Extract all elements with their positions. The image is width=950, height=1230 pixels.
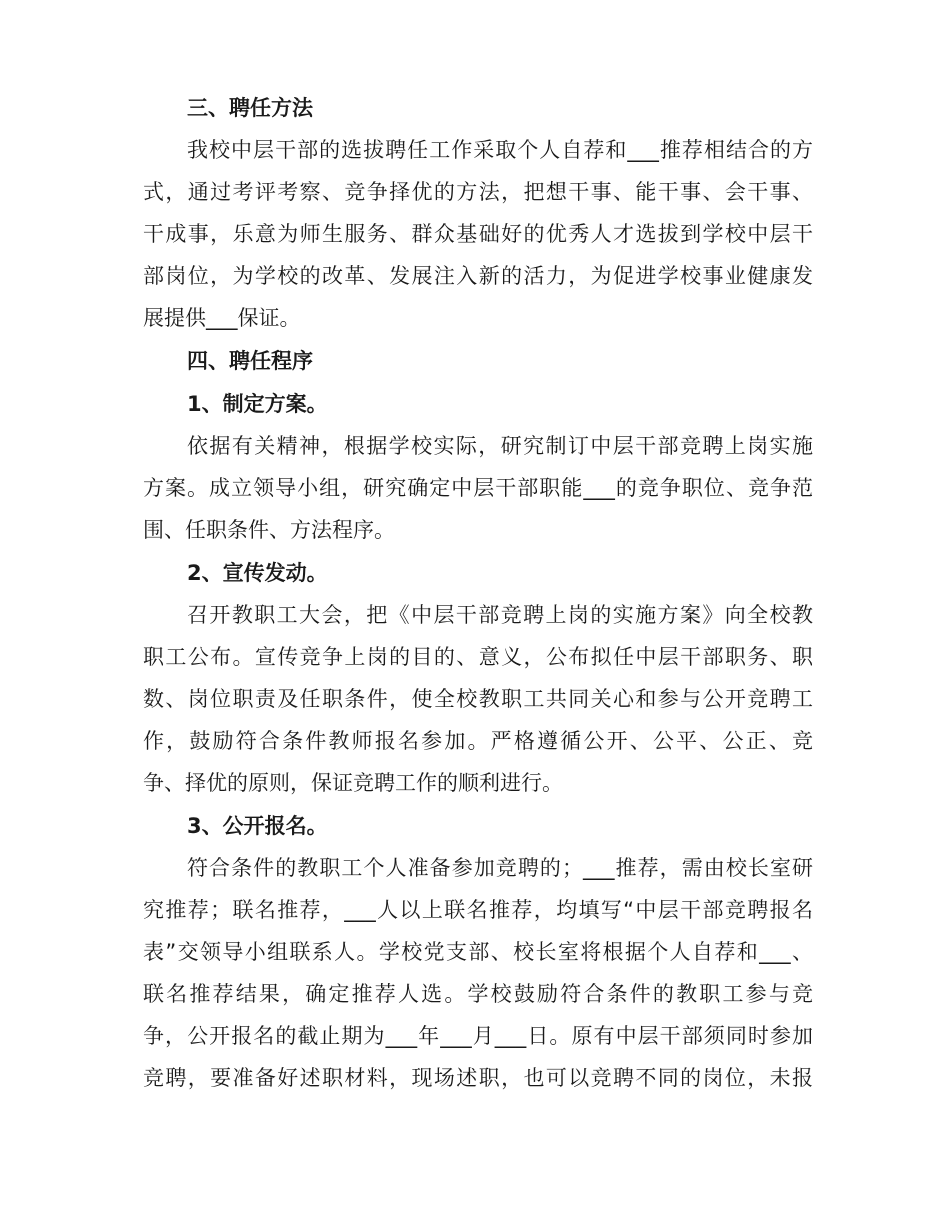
paragraph-line: 究推荐；联名推荐，___人以上联名推荐，均填写“中层干部竞聘报名 [143, 898, 813, 922]
paragraph-line: 表”交领导小组联系人。学校党支部、校长室将根据个人自荐和___、 [143, 940, 813, 964]
paragraph-line: 争，公开报名的截止期为___年___月___日。原有中层干部须同时参加 [143, 1024, 813, 1048]
paragraph-line: 职工公布。宣传竞争上岗的目的、意义，公布拟任中层干部职务、职 [143, 645, 813, 669]
paragraph-line: 数、岗位职责及任职条件，使全校教职工共同关心和参与公开竞聘工 [143, 687, 813, 711]
paragraph-line: 式，通过考评考察、竞争择优的方法，把想干事、能干事、会干事、 [143, 180, 813, 204]
paragraph-line: 依据有关精神，根据学校实际，研究制订中层干部竞聘上岗实施 [187, 434, 813, 458]
paragraph-line: 我校中层干部的选拔聘任工作采取个人自荐和___推荐相结合的方 [187, 138, 813, 162]
paragraph-line: 作，鼓励符合条件教师报名参加。严格遵循公开、公平、公正、竞 [143, 729, 813, 753]
section-heading: 四、聘任程序 [187, 349, 313, 373]
paragraph-line: 竞聘，要准备好述职材料，现场述职，也可以竞聘不同的岗位，未报 [143, 1066, 813, 1090]
step-heading: 3、公开报名。 [187, 814, 328, 838]
paragraph-line: 召开教职工大会，把《中层干部竞聘上岗的实施方案》向全校教 [187, 603, 813, 627]
paragraph-line: 符合条件的教职工个人准备参加竞聘的；___推荐，需由校长室研 [187, 856, 813, 880]
step-heading: 2、宣传发动。 [187, 561, 328, 585]
paragraph-line: 联名推荐结果，确定推荐人选。学校鼓励符合条件的教职工参与竞 [143, 982, 813, 1006]
step-heading: 1、制定方案。 [187, 392, 328, 416]
section-heading: 三、聘任方法 [187, 96, 313, 120]
paragraph-line: 方案。成立领导小组，研究确定中层干部职能___的竞争职位、竞争范 [143, 476, 813, 500]
paragraph-line: 展提供___保证。 [143, 306, 301, 330]
paragraph-line: 围、任职条件、方法程序。 [143, 518, 395, 542]
paragraph-line: 干成事，乐意为师生服务、群众基础好的优秀人才选拔到学校中层干 [143, 222, 813, 246]
paragraph-line: 争、择优的原则，保证竞聘工作的顺利进行。 [143, 771, 563, 795]
paragraph-line: 部岗位，为学校的改革、发展注入新的活力，为促进学校事业健康发 [143, 264, 813, 288]
